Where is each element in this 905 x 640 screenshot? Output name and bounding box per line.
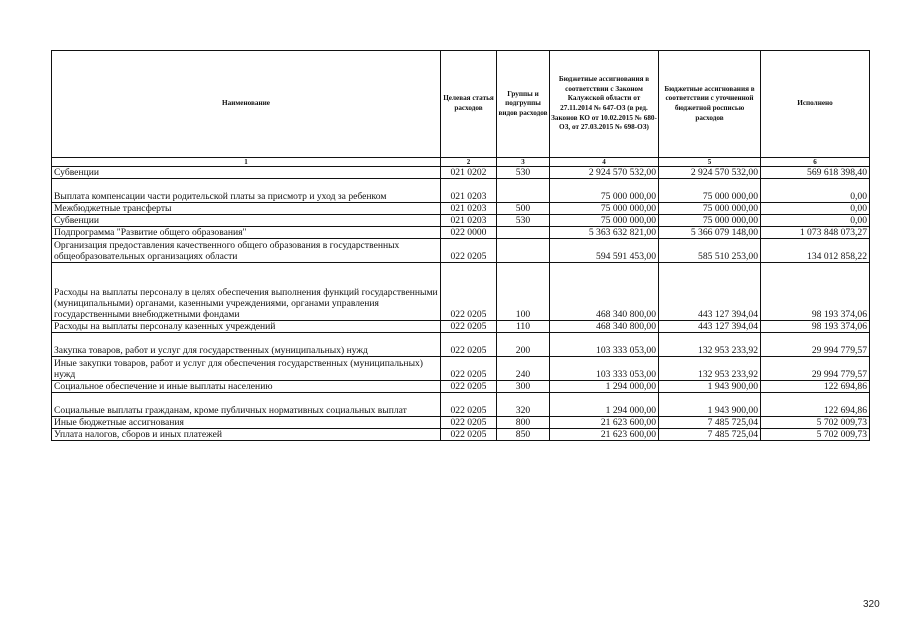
row-executed: 122 694,86: [761, 393, 870, 417]
row-group: 320: [497, 393, 550, 417]
row-executed: 0,00: [761, 203, 870, 215]
table-row: [52, 167, 870, 179]
row-refined: 5 366 079 148,00: [659, 227, 761, 239]
row-group: 240: [497, 357, 550, 381]
row-executed: 0,00: [761, 179, 870, 203]
row-law: 468 340 800,00: [550, 321, 659, 333]
row-law: 1 294 000,00: [550, 381, 659, 393]
row-refined: 132 953 233,92: [659, 357, 761, 381]
row-law: 103 333 053,00: [550, 357, 659, 381]
row-code: 022 0205: [441, 263, 497, 321]
row-law: 75 000 000,00: [550, 179, 659, 203]
row-law: 103 333 053,00: [550, 333, 659, 357]
table-row: [52, 203, 870, 215]
row-executed: 569 618 398,40: [761, 167, 870, 179]
row-executed: 1 073 848 073,27: [761, 227, 870, 239]
row-name: Субвенции: [52, 167, 441, 179]
budget-table: [51, 50, 870, 441]
table-row: [52, 417, 870, 429]
row-group: [497, 179, 550, 203]
column-number: 1: [52, 158, 441, 167]
table-row: [52, 381, 870, 393]
row-name: Расходы на выплаты персоналу казенных учреждений: [52, 321, 441, 333]
header-law: Бюджетные ассигнования в соответствии с Законом Калужской области от 27.11.2014 № 647-ОЗ (в ред. Законов КО от 10.02.2015 № 680-ОЗ, от 27.03.2015 № 698-ОЗ): [550, 51, 659, 158]
column-number: 3: [497, 158, 550, 167]
row-law: 2 924 570 532,00: [550, 167, 659, 179]
row-refined: 443 127 394,04: [659, 263, 761, 321]
table-row: [52, 321, 870, 333]
table-row: [52, 393, 870, 417]
row-executed: 98 193 374,06: [761, 321, 870, 333]
row-code: 022 0205: [441, 381, 497, 393]
row-refined: 75 000 000,00: [659, 215, 761, 227]
column-number-row: [52, 158, 870, 167]
row-group: [497, 239, 550, 263]
row-name: Расходы на выплаты персоналу в целях обеспечения выполнения функций государственными (муниципальными) органами, казенными учреждениями, органами управления государственными внебюджетными фондами: [52, 263, 441, 321]
row-code: 022 0205: [441, 357, 497, 381]
column-number: 4: [550, 158, 659, 167]
row-executed: 29 994 779,57: [761, 357, 870, 381]
row-law: 5 363 632 821,00: [550, 227, 659, 239]
row-group: 530: [497, 215, 550, 227]
row-code: 022 0000: [441, 227, 497, 239]
row-group: 850: [497, 429, 550, 441]
table-row: [52, 357, 870, 381]
row-executed: 0,00: [761, 215, 870, 227]
row-group: 800: [497, 417, 550, 429]
header-target: Целевая статья расходов: [441, 51, 497, 158]
row-law: 468 340 800,00: [550, 263, 659, 321]
row-group: 200: [497, 333, 550, 357]
header-name: Наименование: [52, 51, 441, 158]
row-executed: 29 994 779,57: [761, 333, 870, 357]
row-law: 75 000 000,00: [550, 203, 659, 215]
row-refined: 1 943 900,00: [659, 393, 761, 417]
row-refined: 443 127 394,04: [659, 321, 761, 333]
row-name: Социальные выплаты гражданам, кроме публичных нормативных социальных выплат: [52, 393, 441, 417]
row-code: 022 0205: [441, 417, 497, 429]
row-executed: 122 694,86: [761, 381, 870, 393]
row-group: 300: [497, 381, 550, 393]
row-executed: 5 702 009,73: [761, 417, 870, 429]
row-law: 21 623 600,00: [550, 417, 659, 429]
row-code: 021 0202: [441, 167, 497, 179]
table-row: [52, 179, 870, 203]
row-code: 022 0205: [441, 239, 497, 263]
row-code: 021 0203: [441, 179, 497, 203]
row-refined: 2 924 570 532,00: [659, 167, 761, 179]
row-group: 110: [497, 321, 550, 333]
row-refined: 1 943 900,00: [659, 381, 761, 393]
table-row: [52, 429, 870, 441]
row-law: 21 623 600,00: [550, 429, 659, 441]
header-group: Группы и подгруппы видов расходов: [497, 51, 550, 158]
row-code: 022 0205: [441, 429, 497, 441]
row-name: Закупка товаров, работ и услуг для государственных (муниципальных) нужд: [52, 333, 441, 357]
table-row: [52, 333, 870, 357]
table-row: [52, 239, 870, 263]
page-number: 320: [863, 599, 880, 610]
row-refined: 585 510 253,00: [659, 239, 761, 263]
row-law: 75 000 000,00: [550, 215, 659, 227]
row-name: Субвенции: [52, 215, 441, 227]
row-name: Иные закупки товаров, работ и услуг для обеспечения государственных (муниципальных) нужд: [52, 357, 441, 381]
row-name: Иные бюджетные ассигнования: [52, 417, 441, 429]
row-code: 022 0205: [441, 393, 497, 417]
row-refined: 75 000 000,00: [659, 203, 761, 215]
row-refined: 7 485 725,04: [659, 417, 761, 429]
row-group: 100: [497, 263, 550, 321]
column-number: 2: [441, 158, 497, 167]
row-law: 594 591 453,00: [550, 239, 659, 263]
row-law: 1 294 000,00: [550, 393, 659, 417]
row-code: 021 0203: [441, 203, 497, 215]
row-refined: 132 953 233,92: [659, 333, 761, 357]
row-code: 021 0203: [441, 215, 497, 227]
table-row: [52, 263, 870, 321]
row-code: 022 0205: [441, 321, 497, 333]
table-row: [52, 227, 870, 239]
row-refined: 75 000 000,00: [659, 179, 761, 203]
row-name: Выплата компенсации части родительской платы за присмотр и уход за ребенком: [52, 179, 441, 203]
row-name: Уплата налогов, сборов и иных платежей: [52, 429, 441, 441]
row-code: 022 0205: [441, 333, 497, 357]
row-refined: 7 485 725,04: [659, 429, 761, 441]
row-name: Социальное обеспечение и иные выплаты населению: [52, 381, 441, 393]
header-executed: Исполнено: [761, 51, 870, 158]
header-refined: Бюджетные ассигнования в соответствии с уточненной бюджетной росписью расходов: [659, 51, 761, 158]
row-executed: 98 193 374,06: [761, 263, 870, 321]
header-row: [52, 51, 870, 158]
row-name: Организация предоставления качественного общего образования в государственных общеобразовательных организациях области: [52, 239, 441, 263]
row-name: Межбюджетные трансферты: [52, 203, 441, 215]
row-name: Подпрограмма "Развитие общего образования": [52, 227, 441, 239]
row-group: 530: [497, 167, 550, 179]
row-executed: 134 012 858,22: [761, 239, 870, 263]
column-number: 6: [761, 158, 870, 167]
row-group: 500: [497, 203, 550, 215]
row-group: [497, 227, 550, 239]
column-number: 5: [659, 158, 761, 167]
table-row: [52, 215, 870, 227]
row-executed: 5 702 009,73: [761, 429, 870, 441]
